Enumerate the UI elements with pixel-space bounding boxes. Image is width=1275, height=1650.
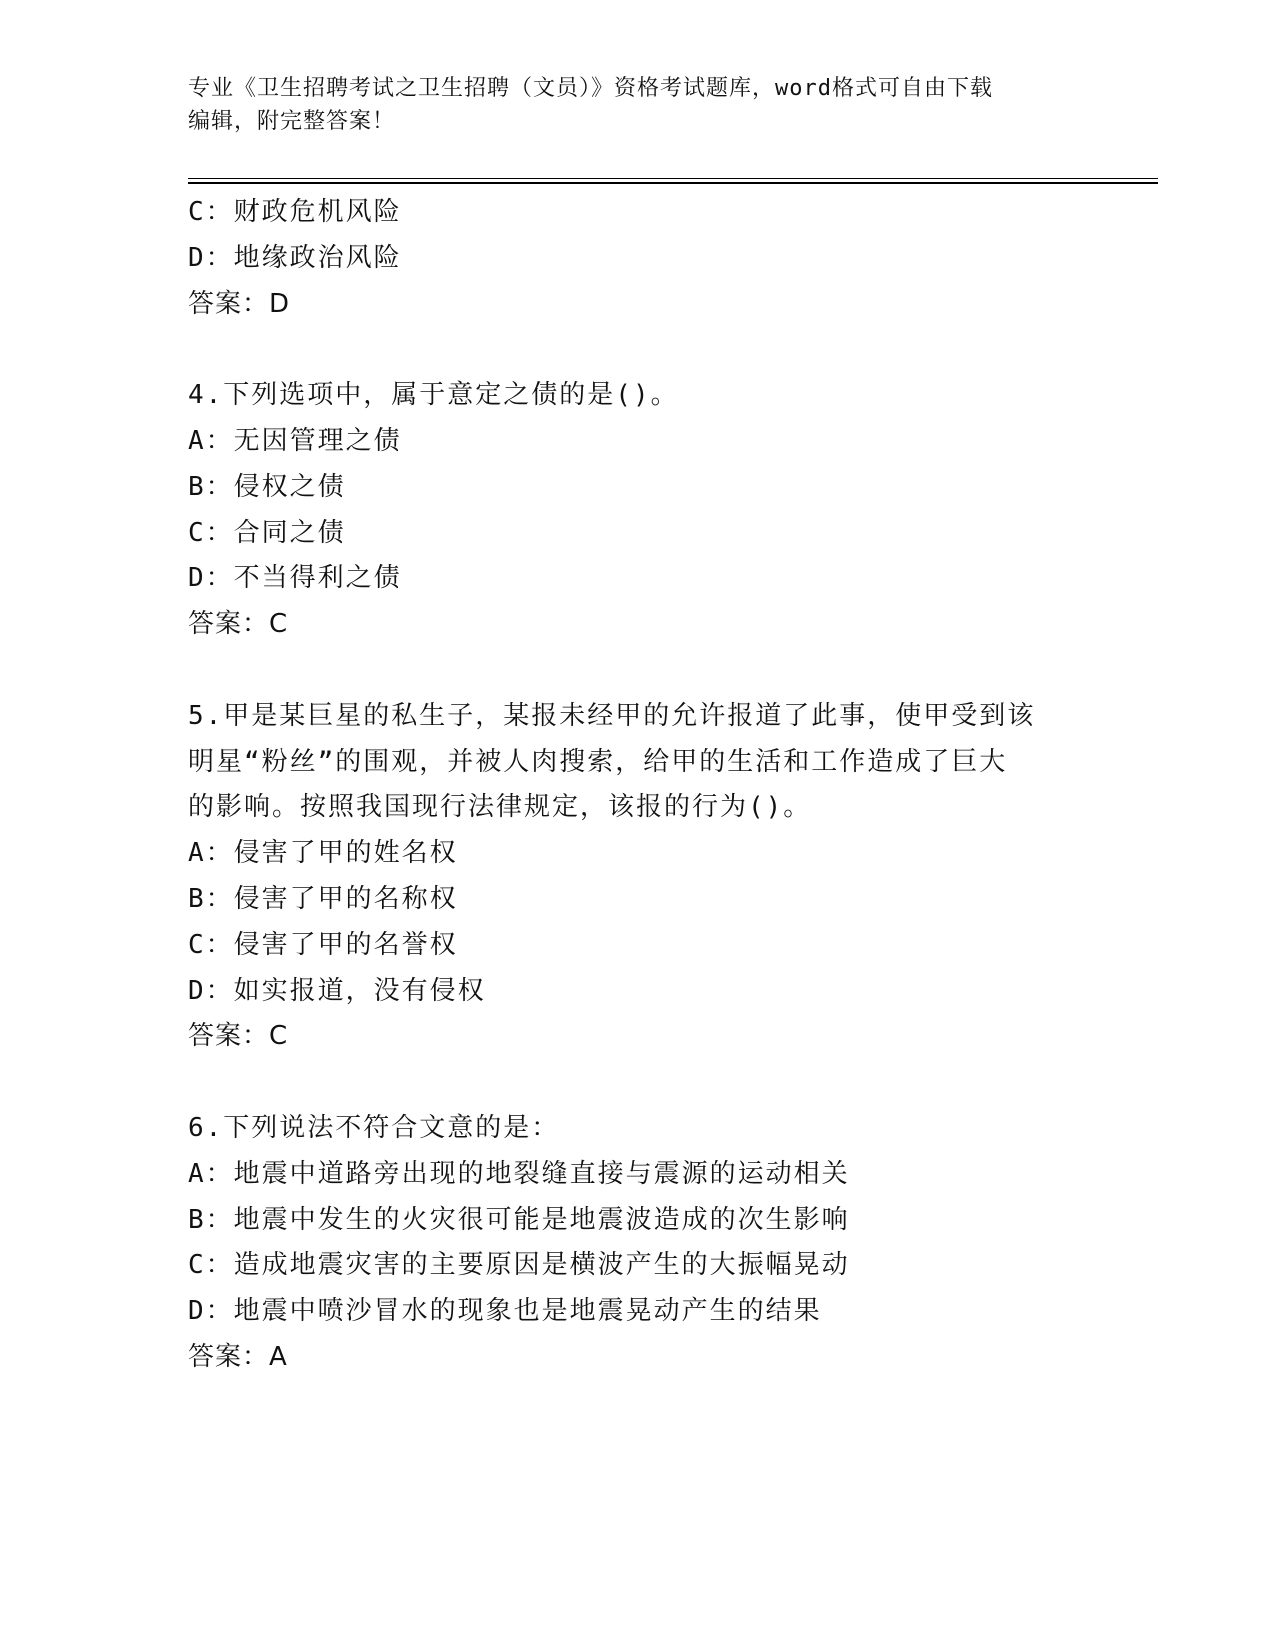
header-divider-thin [188,178,1158,179]
q4-option-d: D：不当得利之债 [188,563,402,594]
q5-answer: 答案：C [188,1021,289,1052]
q5-stem-line-2: 明星“粉丝”的围观，并被人肉搜索，给甲的生活和工作造成了巨大 [188,746,1008,777]
header-line-2: 编辑，附完整答案！ [188,109,396,134]
spacer [188,327,1088,373]
q5-stem-line-3: 的影响。按照我国现行法律规定，该报的行为()。 [188,792,812,823]
q6-option-a: A：地震中道路旁出现的地裂缝直接与震源的运动相关 [188,1158,850,1189]
q6-answer: 答案：A [188,1341,288,1372]
q5-option-a: A：侵害了甲的姓名权 [188,838,458,869]
q3-option-c: C：财政危机风险 [188,197,402,227]
document-header [188,72,1068,138]
question-3 [188,190,1088,327]
document-body [188,190,1088,1381]
q5-option-b: B：侵害了甲的名称权 [188,883,458,914]
q4-option-a: A：无因管理之债 [188,425,402,456]
q6-option-b: B：地震中发生的火灾很可能是地震波造成的次生影响 [188,1204,850,1235]
q4-stem: 4.下列选项中，属于意定之债的是()。 [188,380,679,411]
question-6 [188,1106,1088,1381]
question-4 [188,373,1088,648]
q6-option-d: D：地震中喷沙冒水的现象也是地震晃动产生的结果 [188,1296,822,1327]
header-line-1: 专业《卫生招聘考试之卫生招聘（文员）》资格考试题库，word格式可自由下载 [188,76,993,101]
q5-stem-line-1: 5.甲是某巨星的私生子，某报未经甲的允许报道了此事，使甲受到该 [188,700,1036,731]
header-divider-thick [188,182,1158,184]
q4-option-c: C：合同之债 [188,517,346,548]
q5-option-c: C：侵害了甲的名誉权 [188,929,458,960]
spacer [188,648,1088,694]
q3-option-d: D：地缘政治风险 [188,242,402,273]
question-5 [188,694,1088,1060]
q6-option-c: C：造成地震灾害的主要原因是横波产生的大振幅晃动 [188,1250,850,1281]
q6-stem: 6.下列说法不符合文意的是： [188,1112,560,1143]
q4-option-b: B：侵权之债 [188,471,346,502]
q4-answer: 答案：C [188,609,289,640]
q3-answer: 答案：D [188,288,291,319]
spacer [188,1060,1088,1106]
q5-option-d: D：如实报道，没有侵权 [188,975,486,1006]
